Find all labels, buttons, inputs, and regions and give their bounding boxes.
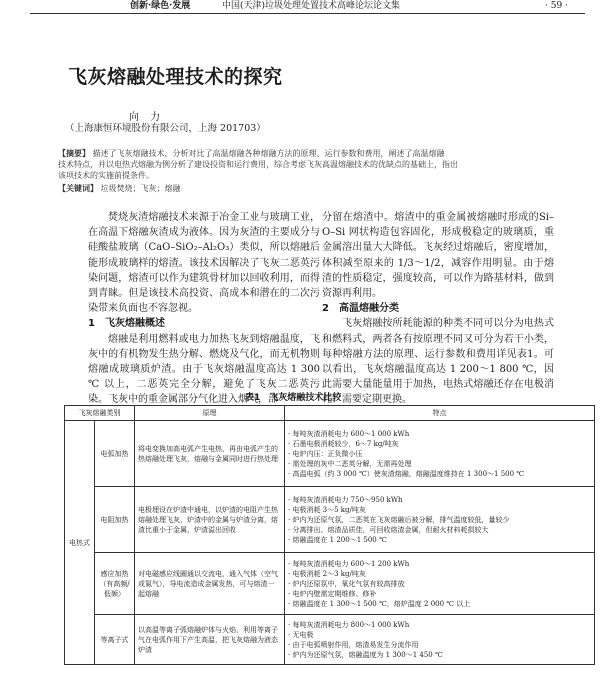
- table-method-cell: 等离子式: [95, 615, 135, 665]
- paragraph-intro: 焚烧灰渣熔融技术来源于冶金工业与玻璃工业，在高温下熔融灰渣成为液体。因为灰渣的主要成分与硅酸盐玻璃（CaO–SiO₂–Al₂O₃）类似，所以熔融后能形成玻璃样的熔渣。该技术因解决了飞灰二恶英污染问题，熔渣可以作为建筑骨材加以回收利用，而得到青睐。但是该技术高投资、高成本和潜在的二次污染带来负面也不容忽视。: [88, 212, 321, 315]
- table-principle-cell: 电极埋设在炉渣中通电，以炉渣的电阻产生热熔融处理飞灰，炉渣中的金属与炉渣分离，熔渣比重小于金属，炉渣溢出回收: [135, 487, 285, 553]
- abstract: [58, 148, 550, 181]
- table-method-cell: 感应加热（有高频/低频）: [95, 553, 135, 615]
- abstract-line: 该项技术的实施前提条件。: [58, 171, 154, 180]
- table-principle-cell: 将电变换加高电弧产生电热，再由电弧产生的热熔融处理飞灰，熔融与金属同时进行热处理: [135, 421, 285, 487]
- table-row: [65, 487, 595, 553]
- section-2-heading: 2 高温熔融分类: [322, 303, 399, 315]
- keywords-label: 【关键词】: [58, 183, 98, 193]
- table-header-principle: 原理: [135, 406, 285, 421]
- table-header-row: [65, 406, 595, 421]
- table-features-cell: · 每吨灰渣消耗电力 800～1 000 kWh · 无电极 · 由于电弧喷射作用，熔渣易发生分流作用 · 炉内为还原气氛，熔融温度为 1 300～1 450 ℃: [285, 615, 595, 665]
- table-row: [65, 553, 595, 615]
- table-principle-cell: 以高温等离子弧熔融炉体与火焰，利用等离子气在电弧作用下产生高温，把飞灰熔融为液态炉渣: [135, 615, 285, 665]
- table-principle-cell: 对电磁感应线圈通以交流电，通入气体（空气或氮气），导电流造成金属发热，可与熔渣一起熔融: [135, 553, 285, 615]
- keywords: [58, 183, 181, 194]
- table-method-cell: 电阻加热: [95, 487, 135, 553]
- author: 向 力: [129, 112, 165, 123]
- paragraph-continued: 分留在熔渣中。熔渣中的重金属被熔融时形成的Si–O–Si 网状构造包容固化，形成极稳定的玻璃质，重金属溶出量大大降低。飞灰经过熔融后，密度增加，体积减至原来的 1/3～1/2，减容作用明显。由于熔渣的性质稳定，强度较高，可以作为路基材料，做到资源再利用。: [322, 212, 555, 300]
- paragraph-section-1: 熔融是利用燃料或电力加热飞灰到熔融温度，飞灰中的有机物发生热分解、燃烧及气化，而无机物则熔融成玻璃质炉渣。由于飞灰熔融温度高达 1 300 ℃ 以上，二恶英完全分解，避免了飞灰二恶英污染。飞灰中的重金属部分气化进入烟气，部: [88, 333, 321, 406]
- abstract-line: 【摘要】 描述了飞灰熔融技术，分析对比了高温熔融各种熔融方法的原理、运行参数和费用，阐述了高温熔融: [58, 148, 445, 158]
- page-number: · 59 ·: [545, 1, 568, 11]
- table-features-cell: · 每吨灰渣消耗电力 600～1 200 kWh · 电极消耗 2～3 kg/吨灰 · 炉内还原氛中，氧化气氛有较高排放 · 电炉内壁需定期维修、修补 · 熔融温度在 1 300～1 500 ℃，熔炉温度 2 000 ℃ 以上: [285, 553, 595, 615]
- abstract-line: 技术特点，并以电热式熔融为例分析了建设投资和运行费用，综合考虑飞灰高温熔融技术的优缺点的基础上，指出: [58, 160, 458, 169]
- table-row: [65, 615, 595, 665]
- table-caption: 表1 飞灰熔融技术比较: [245, 393, 342, 403]
- keywords-text: 垃圾焚烧；飞灰；熔融: [100, 184, 181, 193]
- section-1-heading: 1 飞灰熔融概述: [88, 318, 165, 330]
- header-rule: [30, 13, 585, 14]
- abstract-label: 【摘要】: [58, 148, 90, 158]
- article-title: 飞灰熔融处理技术的探究: [68, 66, 283, 88]
- table-features-cell: · 每吨灰渣消耗电力 750～950 kWh · 电极消耗 3～5 kg/吨灰 · 炉内为还原气氛，二恶英在飞灰熔融后被分解，排气温度较低，量较少 · 分离排出、熔渣品质佳，可回收熔渣金属，但耐火材料耗损较大 · 熔融温度在 1 200～1 500 ℃: [285, 487, 595, 553]
- table-category-cell: 电热式: [65, 421, 95, 665]
- paragraph-section-2: 飞灰熔融按所耗能源的种类不同可以分为电热式和燃料式，两者各有按原理不同又可分为若干小类，每种熔融方法的原理、运行参数和费用详见表1。可以看出，飞灰熔融温度高达 1 200～1 800 ℃，因此需要大量能量用于加热，电热式熔融还存在电极消耗、需要定期更换。: [322, 318, 555, 406]
- header-proceedings-title: 中国(天津)垃圾处理处置技术高峰论坛论文集: [222, 1, 401, 11]
- table-features-cell: · 每吨灰渣消耗电力 600～1 000 kWh · 石墨电极消耗较少，6～7 kg/吨灰 · 电炉内压：正负微小压 · 需处理的灰中二恶英分解，无需再处理 · 高温电弧（约 3 000 ℃）使灰渣熔融，熔融温度维持在 1 300～1 500 ℃: [285, 421, 595, 487]
- table-method-cell: 电弧加热: [95, 421, 135, 487]
- body-column-left: [88, 210, 320, 408]
- header-slogan: 创新·绿色·发展: [130, 1, 191, 11]
- table-header-features: 特点: [285, 406, 595, 421]
- table-header-category: 飞灰熔融类别: [65, 406, 135, 421]
- table-row: [65, 421, 595, 487]
- running-header: [0, 0, 600, 14]
- affiliation: （上海康恒环境股份有限公司，上海 201703）: [65, 123, 266, 134]
- comparison-table: [64, 405, 594, 665]
- body-column-right: [322, 210, 554, 408]
